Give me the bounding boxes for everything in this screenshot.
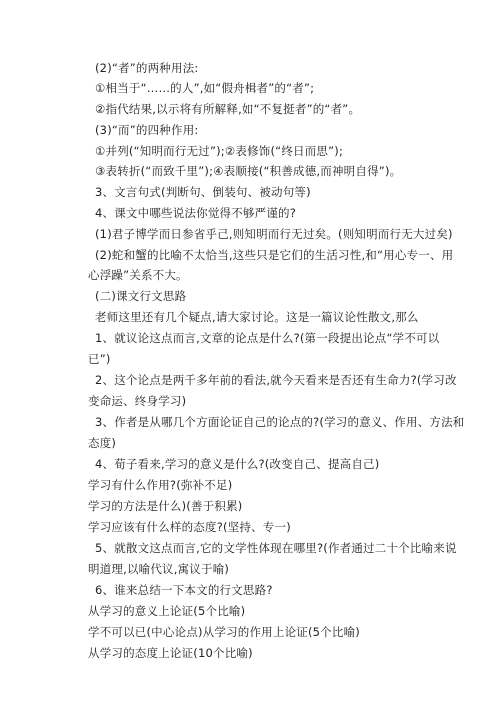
text-line: 从学习的态度上论证(10个比喻) <box>88 646 253 660</box>
text-line: 态度) <box>88 436 117 450</box>
text-line: 明道理,以喻代议,寓议于喻) <box>88 562 230 576</box>
text-line: 2、这个论点是两千多年前的看法,就今天看来是否还有生命力?(学习改 <box>95 373 457 387</box>
text-line: 5、就散文这点而言,它的文学性体现在哪里?(作者通过二十个比喻来说 <box>95 541 457 555</box>
text-line: 变命运、终身学习) <box>88 394 187 408</box>
text-line: 3、文言句式(判断句、倒装句、被动句等) <box>95 185 311 199</box>
text-line: 3、作者是从哪几个方面论证自己的论点的?(学习的意义、作用、方法和 <box>95 415 465 429</box>
text-line: ①并列(“知明而行无过”);②表修饰(“终日而思”); <box>95 144 344 158</box>
text-line: 学习的方法是什么)(善于积累) <box>88 499 243 513</box>
text-line: 学不可以已(中心论点)从学习的作用上论证(5个比喻) <box>88 625 360 639</box>
text-line: (2)“者”的两种用法: <box>95 61 199 75</box>
text-line: 学习有什么作用?(弥补不足) <box>88 478 233 492</box>
text-line: 心浮躁”关系不大。 <box>88 268 188 282</box>
text-line: 1、就议论这点而言,文章的论点是什么?(第一段提出论点“学不可以 <box>95 331 440 345</box>
text-line: 从学习的意义上论证(5个比喻) <box>88 604 246 618</box>
text-line: (1)君子博学而日参省乎己,则知明而行无过矣。(则知明而行无大过矣) <box>95 227 453 241</box>
text-line: 6、谁来总结一下本文的行文思路? <box>95 583 273 597</box>
text-line: 4、荀子看来,学习的意义是什么?(改变自己、提高自己) <box>95 457 380 471</box>
text-line: (3)“而”的四种作用: <box>95 123 199 137</box>
text-line: 老师这里还有几个疑点,请大家讨论。这是一篇议论性散文,那么 <box>95 310 419 324</box>
text-line: 4、课文中哪些说法你觉得不够严谨的? <box>95 206 297 220</box>
text-line: (2)蛇和蟹的比喻不太恰当,这些只是它们的生活习性,和“用心专一、用 <box>95 248 454 262</box>
section-heading: (二)课文行文思路 <box>95 289 187 303</box>
text-line: 学习应该有什么样的态度?(坚持、专一) <box>88 520 291 534</box>
text-line: 已”) <box>88 352 111 366</box>
text-line: ①相当于“……的人”,如“假舟楫者”的“者”; <box>95 81 315 95</box>
text-line: ②指代结果,以示将有所解释,如“不复挺者”的“者”。 <box>95 102 361 116</box>
text-line: ③表转折(“而致千里”);④表顺接(“积善成德,而神明自得”)。 <box>95 164 402 178</box>
